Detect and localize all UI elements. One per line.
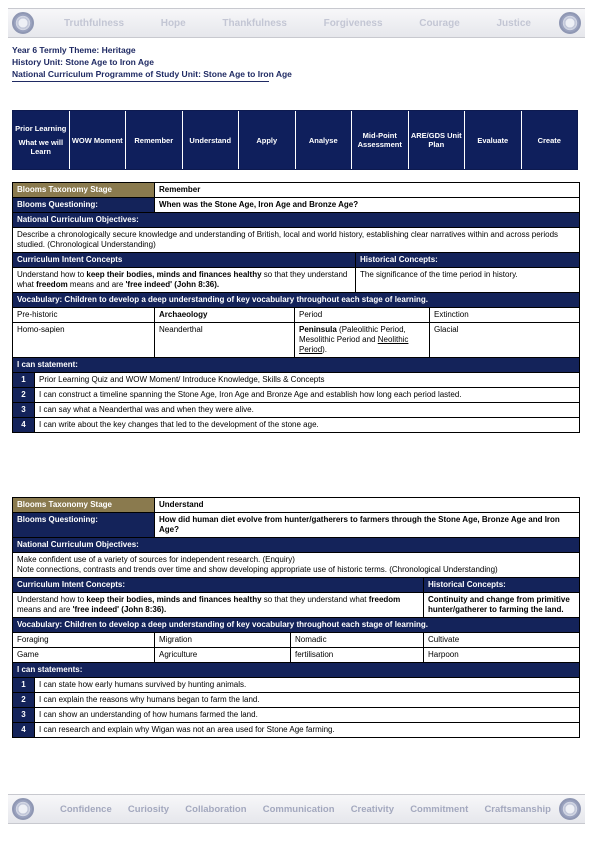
nc-objectives-text: Make confident use of a variety of sources for independent research. (Enquiry) Note connections, contrasts and trends over time and show developing appropriate use of historic terms. (Chronological Understanding) — [13, 553, 580, 578]
curriculum-intent-label: Curriculum Intent Concepts — [13, 253, 356, 268]
blooms-stage-label: Blooms Taxonomy Stage — [13, 498, 155, 513]
vocab-word: fertilisation — [291, 648, 424, 663]
vocab-word: Period — [295, 308, 430, 323]
i-can-statement: I can construct a timeline spanning the Stone Age, Iron Age and Bronze Age and establish how long each period lasted. — [35, 388, 580, 403]
nav-understand[interactable]: Understand — [183, 111, 240, 169]
blooms-questioning-label: Blooms Questioning: — [13, 513, 155, 538]
vocab-word: Cultivate — [424, 633, 580, 648]
i-can-statement: I can state how early humans survived by hunting animals. — [35, 678, 580, 693]
i-can-statement: I can research and explain why Wigan was not an area used for Stone Age farming. — [35, 723, 580, 738]
learning-stages-nav — [12, 110, 578, 170]
nav-remember[interactable]: Remember — [126, 111, 183, 169]
nav-what-we-will-learn-label: What we will Learn — [18, 138, 64, 156]
nav-mid-point-assessment[interactable]: Mid-Point Assessment — [352, 111, 409, 169]
value-label: Communication — [262, 803, 335, 815]
vocab-word: Nomadic — [291, 633, 424, 648]
statement-number: 3 — [13, 403, 35, 418]
value-label: Craftsmanship — [484, 803, 551, 815]
value-label: Curiosity — [127, 803, 170, 815]
nav-are-gds-unit-plan[interactable]: ARE/GDS Unit Plan — [409, 111, 466, 169]
nc-objectives-label: National Curriculum Objectives: — [13, 538, 580, 553]
i-can-label: I can statement: — [13, 358, 580, 373]
header-divider — [12, 81, 269, 82]
remember-stage-table — [12, 182, 580, 433]
statement-number: 1 — [13, 678, 35, 693]
curriculum-intent-text: Understand how to keep their bodies, minds and finances healthy so that they understand what freedom means and are 'free indeed' (John 8:36). — [13, 268, 356, 293]
top-values-bar — [8, 8, 585, 38]
historical-concepts-text: Continuity and change from primitive hunter/gatherer to farming the land. — [424, 593, 580, 618]
school-crest-icon — [12, 798, 34, 820]
understand-stage-table — [12, 497, 580, 738]
bottom-values-bar — [8, 794, 585, 824]
i-can-label: I can statements: — [13, 663, 580, 678]
i-can-statement: I can say what a Neanderthal was and when they were alive. — [35, 403, 580, 418]
historical-concepts-text: The significance of the time period in history. — [356, 268, 580, 293]
nav-analyse[interactable]: Analyse — [296, 111, 353, 169]
statement-number: 3 — [13, 708, 35, 723]
value-label: Commitment — [410, 803, 469, 815]
vocab-word: Homo-sapien — [13, 323, 155, 358]
nav-wow-moment[interactable]: WOW Moment — [70, 111, 127, 169]
value-label: Collaboration — [185, 803, 247, 815]
historical-concepts-label: Historical Concepts: — [424, 578, 580, 593]
blooms-questioning-label: Blooms Questioning: — [13, 198, 155, 213]
nc-objectives-label: National Curriculum Objectives: — [13, 213, 580, 228]
statement-number: 2 — [13, 388, 35, 403]
vocab-word: Glacial — [430, 323, 580, 358]
blooms-stage-value: Understand — [155, 498, 580, 513]
school-values-list — [42, 9, 551, 37]
value-label: Courage — [419, 17, 460, 29]
statement-number: 1 — [13, 373, 35, 388]
value-label: Confidence — [60, 803, 112, 815]
statement-number: 4 — [13, 723, 35, 738]
value-label: Forgiveness — [323, 17, 383, 29]
nav-apply[interactable]: Apply — [239, 111, 296, 169]
statement-number: 4 — [13, 418, 35, 433]
i-can-statement: Prior Learning Quiz and WOW Moment/ Introduce Knowledge, Skills & Concepts — [35, 373, 580, 388]
vocabulary-label: Vocabulary: Children to develop a deep understanding of key vocabulary throughout each stage of learning. — [13, 293, 580, 308]
blooms-stage-label: Blooms Taxonomy Stage — [13, 183, 155, 198]
curriculum-intent-label: Curriculum Intent Concepts: — [13, 578, 424, 593]
vocab-word: Migration — [155, 633, 291, 648]
value-label: Creativity — [350, 803, 394, 815]
vocab-word: Neanderthal — [155, 323, 295, 358]
i-can-statement: I can explain the reasons why humans began to farm the land. — [35, 693, 580, 708]
historical-concepts-label: Historical Concepts: — [356, 253, 580, 268]
vocab-word: Peninsula (Paleolithic Period, Mesolithic Period and Neolithic Period). — [295, 323, 430, 358]
vocabulary-label: Vocabulary: Children to develop a deep understanding of key vocabulary throughout each stage of learning. — [13, 618, 580, 633]
nav-prior-learning[interactable] — [13, 111, 70, 169]
statement-number: 2 — [13, 693, 35, 708]
history-unit: History Unit: Stone Age to Iron Age — [12, 57, 154, 67]
nav-prior-learning-label: Prior Learning — [15, 124, 67, 133]
school-crest-icon — [559, 12, 581, 34]
value-label: Thankfulness — [222, 17, 287, 29]
vocab-word: Game — [13, 648, 155, 663]
blooms-questioning-value: How did human diet evolve from hunter/gatherers to farmers through the Stone Age, Bronze Age and Iron Age? — [155, 513, 580, 538]
termly-theme: Year 6 Termly Theme: Heritage — [12, 45, 136, 55]
blooms-questioning-value: When was the Stone Age, Iron Age and Bronze Age? — [155, 198, 580, 213]
vocab-word: Harpoon — [424, 648, 580, 663]
value-label: Hope — [160, 17, 186, 29]
school-crest-icon — [12, 12, 34, 34]
school-crest-icon — [559, 798, 581, 820]
programme-of-study: National Curriculum Programme of Study Unit: Stone Age to Iron Age — [12, 69, 292, 79]
vocab-word: Pre-historic — [13, 308, 155, 323]
nav-create[interactable]: Create — [522, 111, 578, 169]
document-header — [12, 44, 292, 82]
vocab-word: Foraging — [13, 633, 155, 648]
curriculum-intent-text: Understand how to keep their bodies, minds and finances healthy so that they understand what freedom means and are 'free indeed' (John 8:36). — [13, 593, 424, 618]
value-label: Truthfulness — [64, 17, 125, 29]
nc-objectives-text: Describe a chronologically secure knowledge and understanding of British, local and world history, establishing clear narratives within and across periods studied. (Chronological Understanding) — [13, 228, 580, 253]
i-can-statement: I can write about the key changes that led to the development of the stone age. — [35, 418, 580, 433]
vocab-word: Extinction — [430, 308, 580, 323]
vocab-word: Agriculture — [155, 648, 291, 663]
blooms-stage-value: Remember — [155, 183, 580, 198]
value-label: Justice — [496, 17, 531, 29]
vocab-word: Archaeology — [155, 308, 295, 323]
i-can-statement: I can show an understanding of how humans farmed the land. — [35, 708, 580, 723]
learning-values-list — [42, 795, 551, 823]
nav-evaluate[interactable]: Evaluate — [465, 111, 522, 169]
